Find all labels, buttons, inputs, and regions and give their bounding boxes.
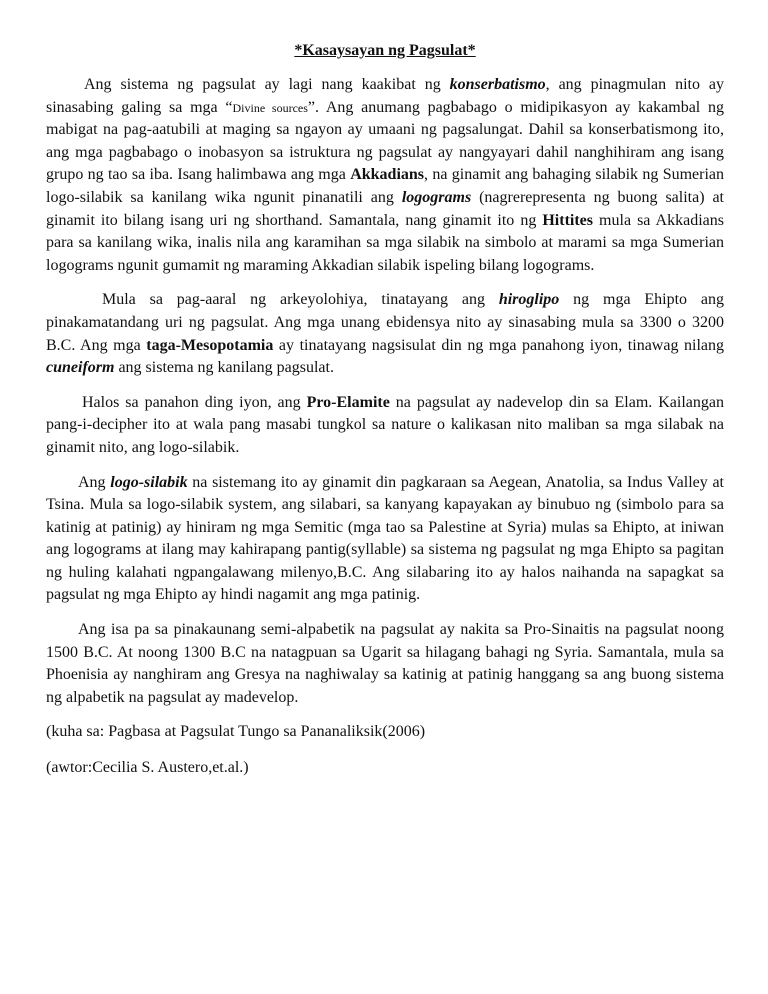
term-logo-silabik: logo-silabik [110,473,188,491]
text-run: ay tinatayang nagsisulat din ng mga panahong iyon, tinawag nilang [273,336,725,354]
term-akkadians: Akkadians [350,166,425,184]
text-run: , na ginamit ang bahaging silabik ng Sumerian logo-silabik sa kanilang wika ngunit pinanatili ang [46,166,725,206]
term-divine-sources: Divine sources [232,100,308,115]
term-taga-mesopotamia: taga-Mesopotamia [146,336,274,354]
text-run: , ang pinagmulan nito ay sinasabing galing sa mga “ [46,76,724,116]
term-pro-elamite: Pro-Elamite [306,393,390,411]
paragraph-2 [46,289,724,379]
document-title: *Kasaysayan ng Pagsulat* [294,42,476,59]
paragraph-4 [46,472,724,608]
term-cuneiform: cuneiform [46,359,115,377]
text-run: mula sa Akkadians para sa kanilang wika, inalis nila ang karamihan sa mga silabik na simbolo at marami sa mga Sumerian logograms ngunit gumamit ng maraming Akkadian silabik ispeling bilang logograms. [46,211,724,274]
term-konserbatismo: konserbatismo [449,76,546,93]
text-run: Halos sa panahon ding iyon, ang [82,393,307,411]
text-run: na sistemang ito ay ginamit din pagkaraan sa Aegean, Anatolia, sa Indus Valley at Tsina. Mula sa logo-silabik system, ang silabari, sa kanyang kapayakan ay binubuo ng (simbolo para sa katinig at patinig) ay hiniram ng mga Semitic (mga tao sa Palestine at Syria) mulas sa Ehipto, at iniwan ang logograms at ilang may kahirapang pantig(syllable) sa sistema ng pagsulat ng mga Ehipto sa pagitan ng huling kalahati ngpangalawang milenyo,B.C. Ang silabaring ito ay halos naihanda na sapagkat sa pagsulat ng mga Ehipto ay hindi nagamit ang mga patinig. [46,473,724,604]
text-run: Ang isa pa sa pinakaunang semi-alpabetik na pagsulat ay nakita sa Pro-Sinaitis na pagsulat noong 1500 B.C. At noong 1300 B.C na natagpuan sa Ugarit sa hilagang bahagi ng Syria. Samantala, mula sa Phoenisia ay nanghiram ang Gresya na naghiwalay sa katinig at patinig hanggang sa ang buong sistema ng alpabetik na pagsulat ay madevelop. [46,621,724,706]
term-logograms: logograms [401,188,472,206]
text-run: Mula sa pag-aaral ng arkeyolohiya, tinatayang ang [102,291,499,309]
text-run: ang sistema ng kanilang pagsulat. [114,359,334,377]
source-citation: (kuha sa: Pagbasa at Pagsulat Tungo sa Pananaliksik(2006) [46,723,426,741]
paragraph-5 [46,619,724,709]
text-run: Ang sistema ng pagsulat ay lagi nang kaakibat ng [84,76,450,93]
text-run: ”. Ang anumang pagbabago o midipikasyon ay kakambal ng mabigat na pag-aatubili at maging sa ngayon ay umaani ng pagsalungat. Dahil sa konserbatismong ito, ang mga pagbabago o inobasyon sa istruktura ng pagsulat ay nangyayari dahil nanghihiram ang isang grupo ng tao sa iba. Isang halimbawa ang mga [46,98,725,184]
author-citation: (awtor:Cecilia S. Austero,et.al.) [46,759,249,777]
term-hittites: Hittites [542,211,594,229]
text-run: Ang [78,473,111,491]
term-hiroglipo: hiroglipo [498,291,560,309]
paragraph-1 [46,74,724,277]
text-run: (nagrerepresenta ng buong salita) at ginamit ito bilang isang uri ng shorthand. Samantala, nang ginamit ito ng [46,188,725,229]
paragraph-3 [46,392,724,460]
text-run: na pagsulat ay nadevelop din sa Elam. Kailangan pang-i-decipher ito at wala pang masabi tungkol sa nature o kalikasan nito maliban sa mga silabak na ginamit nito, ang logo-silabik. [46,393,724,456]
text-run: ng mga Ehipto ang pinakamatandang uri ng pagsulat. Ang mga unang ebidensya nito ay sinasabing mula sa 3300 o 3200 B.C. Ang mga [46,291,725,354]
